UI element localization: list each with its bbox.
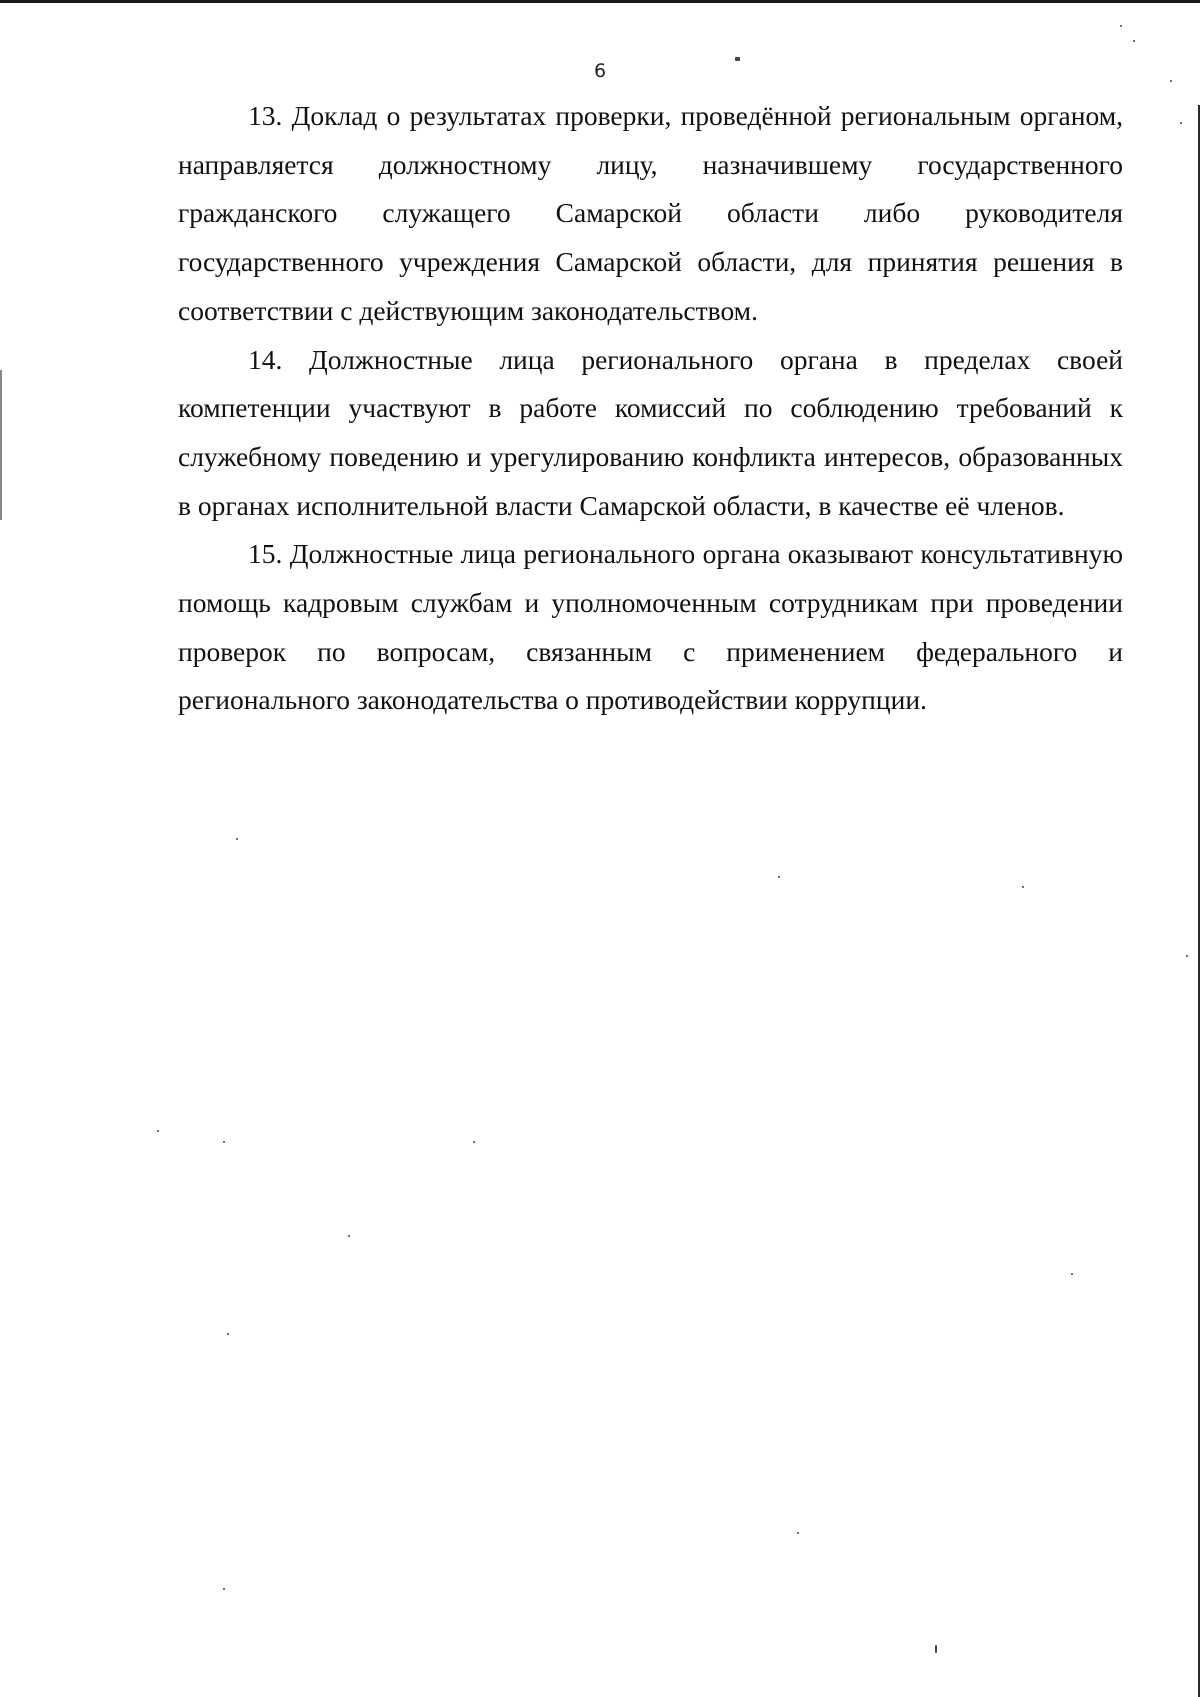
scan-speck xyxy=(778,876,780,878)
scan-left-edge-mark xyxy=(0,370,2,520)
scan-speck xyxy=(797,1532,799,1534)
scan-speck xyxy=(1170,80,1172,82)
paragraph-15: 15. Должностные лица регионального органа оказывают консультативную помощь кадровым службам и уполномоченным сотрудникам при проведении проверок по вопросам, связанным с применением федерального и регионального законодательства о противодействии коррупции. xyxy=(178,538,1123,716)
scan-speck xyxy=(1180,122,1182,124)
scan-speck xyxy=(227,1333,229,1335)
paragraph-13: 13. Доклад о результатах проверки, проведённой региональным органом, направляется должностному лицу, назначившему государственного гражданского служащего Самарской области либо руководителя государственного учреждения Самарской области, для принятия решения в соответствии с действующим законодательством. xyxy=(178,100,1123,326)
page-number: 6 xyxy=(593,60,607,82)
scan-speck xyxy=(473,1141,475,1143)
scan-speck xyxy=(1071,1273,1073,1275)
scan-top-edge-line xyxy=(0,0,1200,3)
paragraph-14: 14. Должностные лица регионального органа в пределах своей компетенции участвуют в работе комиссий по соблюдению требований к служебному поведению и урегулированию конфликта интересов, образованных в органах исполнительной власти Самарской области, в качестве её членов. xyxy=(178,343,1123,521)
scan-speck xyxy=(223,1588,225,1590)
scan-speck xyxy=(1186,955,1188,957)
document-body xyxy=(178,92,1123,725)
scan-speck xyxy=(223,1141,225,1143)
scan-speck xyxy=(236,838,238,840)
scan-speck xyxy=(157,1130,159,1132)
scan-speck xyxy=(348,1235,350,1237)
scan-speck xyxy=(1133,40,1135,42)
scan-speck xyxy=(735,57,740,61)
scan-speck xyxy=(935,1645,937,1653)
scan-speck xyxy=(1120,25,1122,27)
scan-speck xyxy=(1022,886,1024,888)
